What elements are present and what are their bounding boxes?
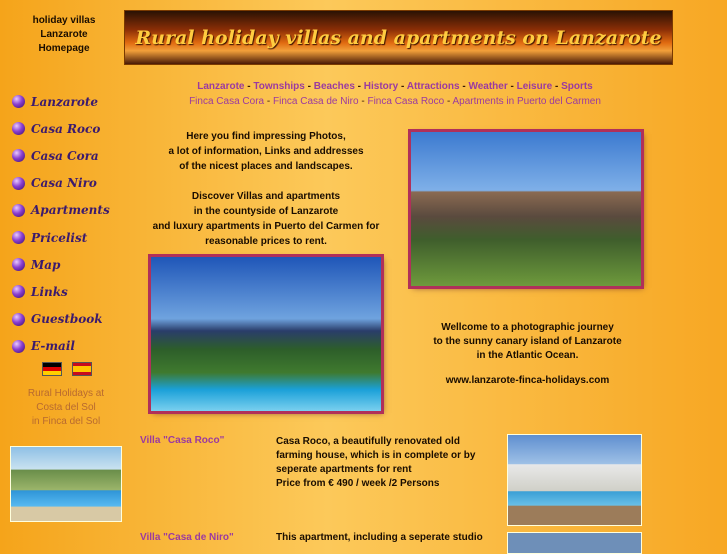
header-banner xyxy=(124,10,673,65)
casa-de-niro-photo[interactable] xyxy=(507,532,642,554)
villa-casa-de-niro-link[interactable]: Villa "Casa de Niro" xyxy=(140,532,234,543)
villa-casa-roco-link[interactable]: Villa "Casa Roco" xyxy=(140,435,225,446)
intro-line: in the countyside of Lanzarote xyxy=(193,206,339,217)
intro-line: reasonable prices to rent. xyxy=(205,236,327,247)
nav-item-map[interactable] xyxy=(12,251,122,278)
banner-title: Rural holiday villas and apartments on Lanzarote xyxy=(135,26,662,49)
nav-label: Pricelist xyxy=(31,230,88,245)
nav-item-guestbook[interactable] xyxy=(12,306,122,333)
top-links-row-2: Finca Casa Cora - Finca Casa de Niro - Finca Casa Roco - Apartments in Puerto del Carmen xyxy=(189,96,601,107)
rural-line-2: Costa del Sol xyxy=(36,402,96,413)
nav-item-casa-niro[interactable] xyxy=(12,170,122,197)
nav-item-lanzarote[interactable] xyxy=(12,88,122,115)
link-history[interactable]: History xyxy=(363,81,399,92)
top-links-row-1: Lanzarote - Townships - Beaches - History - Attractions - Weather - Leisure - Sports xyxy=(197,81,593,92)
rural-line-3: in Finca del Sol xyxy=(31,416,101,427)
bullet-ball-icon xyxy=(12,122,25,135)
nav-label: Guestbook xyxy=(31,312,103,327)
bullet-ball-icon xyxy=(12,313,25,326)
nav-item-apartments[interactable] xyxy=(12,197,122,224)
nav-item-email[interactable] xyxy=(12,333,122,360)
bullet-ball-icon xyxy=(12,340,25,353)
pool-view-photo xyxy=(151,257,381,411)
home-line-2: Lanzarote xyxy=(40,29,88,40)
bullet-ball-icon xyxy=(12,258,25,271)
sidebar-nav xyxy=(12,88,122,360)
intro-text xyxy=(130,129,402,249)
nav-label: Casa Cora xyxy=(31,148,99,163)
welcome-line: in the Atlantic Ocean. xyxy=(476,350,579,361)
nav-item-casa-roco[interactable] xyxy=(12,115,122,142)
link-apartments-puerto-del-carmen[interactable]: Apartments in Puerto del Carmen xyxy=(452,96,601,107)
home-line-1: holiday villas xyxy=(32,15,96,26)
desc-line: Casa Roco, a beautifully renovated old xyxy=(276,436,460,447)
intro-line: Here you find impressing Photos, xyxy=(186,131,346,142)
link-leisure[interactable]: Leisure xyxy=(516,81,553,92)
home-line-3: Homepage xyxy=(38,43,90,54)
link-townships[interactable]: Townships xyxy=(253,81,305,92)
link-finca-casa-cora[interactable]: Finca Casa Cora xyxy=(189,96,265,107)
intro-line: a lot of information, Links and addresses xyxy=(168,146,364,157)
welcome-line: Wellcome to a photographic journey xyxy=(441,322,614,333)
spanish-flag-icon[interactable] xyxy=(72,362,92,376)
rural-holidays-link[interactable] xyxy=(18,387,114,429)
bullet-ball-icon xyxy=(12,95,25,108)
nav-label: Lanzarote xyxy=(31,94,99,109)
bullet-ball-icon xyxy=(12,285,25,298)
nav-label: Links xyxy=(31,284,68,299)
link-lanzarote[interactable]: Lanzarote xyxy=(197,81,245,92)
link-sports[interactable]: Sports xyxy=(561,81,593,92)
casa-roco-photo[interactable] xyxy=(507,434,642,526)
welcome-line: to the sunny canary island of Lanzarote xyxy=(433,336,622,347)
intro-line: and luxury apartments in Puerto del Carmen for xyxy=(152,221,380,232)
casa-roco-description xyxy=(276,435,501,491)
nav-label: Map xyxy=(31,257,61,272)
link-finca-casa-roco[interactable]: Finca Casa Roco xyxy=(367,96,445,107)
bullet-ball-icon xyxy=(12,149,25,162)
price-line: Price from € 490 / week /2 Persons xyxy=(276,478,440,489)
intro-line: Discover Villas and apartments xyxy=(191,191,341,202)
nav-item-links[interactable] xyxy=(12,278,122,305)
casa-de-niro-description: This apartment, including a seperate studio xyxy=(276,532,483,543)
welcome-text xyxy=(405,321,650,363)
german-flag-icon[interactable] xyxy=(42,362,62,376)
bullet-ball-icon xyxy=(12,231,25,244)
link-finca-casa-de-niro[interactable]: Finca Casa de Niro xyxy=(272,96,359,107)
nav-label: Casa Roco xyxy=(31,121,101,136)
nav-item-casa-cora[interactable] xyxy=(12,142,122,169)
link-beaches[interactable]: Beaches xyxy=(313,81,355,92)
desc-line: seperate apartments for rent xyxy=(276,464,412,475)
nav-label: Apartments xyxy=(31,203,110,218)
link-weather[interactable]: Weather xyxy=(468,81,508,92)
bullet-ball-icon xyxy=(12,204,25,217)
rural-line-1: Rural Holidays at xyxy=(27,388,105,399)
link-attractions[interactable]: Attractions xyxy=(406,81,460,92)
cactus-garden-photo xyxy=(411,132,641,286)
language-flags xyxy=(42,362,92,376)
nav-item-pricelist[interactable] xyxy=(12,224,122,251)
bullet-ball-icon xyxy=(12,177,25,190)
nav-label: Casa Niro xyxy=(31,176,97,191)
nav-label: E-mail xyxy=(31,339,75,354)
homepage-title[interactable] xyxy=(18,14,110,56)
intro-line: of the nicest places and landscapes. xyxy=(179,161,353,172)
site-url: www.lanzarote-finca-holidays.com xyxy=(445,375,610,386)
finca-del-sol-photo[interactable] xyxy=(10,446,122,522)
desc-line: farming house, which is in complete or by xyxy=(276,450,476,461)
